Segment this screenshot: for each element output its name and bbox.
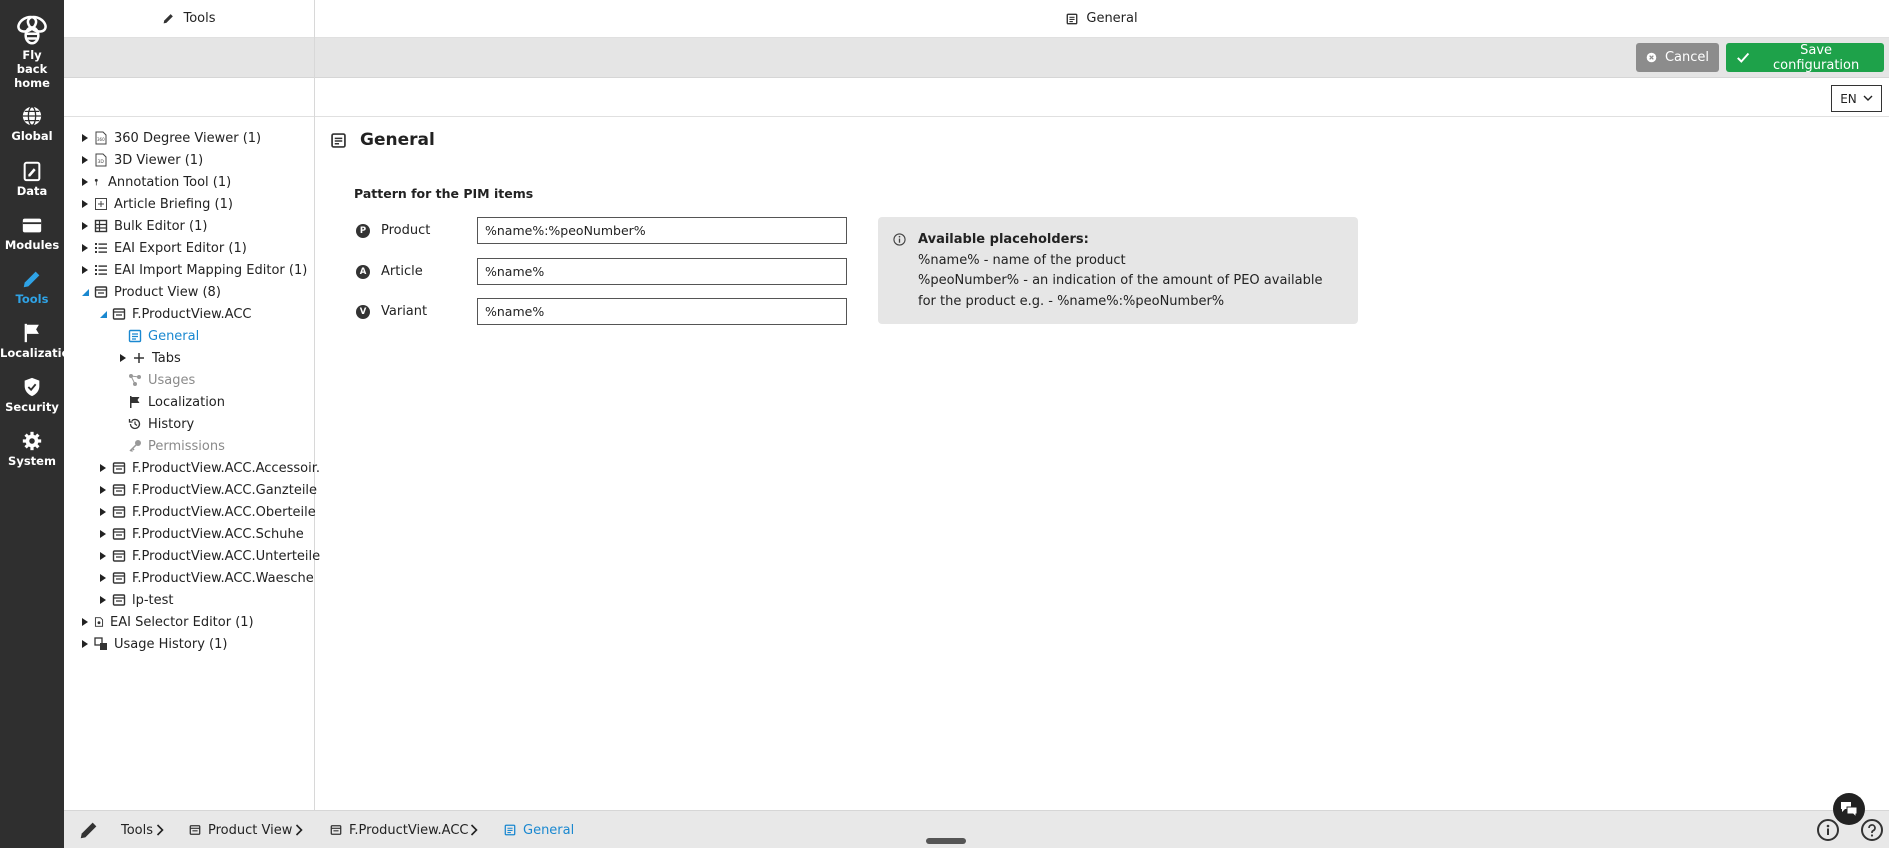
nav-global[interactable]: Global — [0, 105, 64, 143]
main-header-title: General — [1086, 11, 1138, 26]
field-row-product — [356, 217, 847, 244]
card-icon — [21, 214, 43, 236]
placeholders-info-box — [878, 217, 1358, 324]
breadcrumb-tools[interactable]: Tools — [78, 811, 153, 848]
usage-history-icon — [94, 637, 108, 651]
left-panel-header — [64, 0, 314, 38]
tree-item-f-productview-acc-unterteile[interactable]: F.ProductView.ACC.Unterteile — [98, 545, 320, 567]
nav-tools[interactable]: Tools — [0, 268, 64, 306]
field-label-product: Product — [381, 223, 431, 238]
tree-item-general[interactable]: General — [128, 325, 199, 347]
product-badge-icon: P — [356, 224, 370, 238]
chevron-right-icon — [295, 824, 303, 836]
product-view-icon — [330, 824, 342, 836]
main-nav-rail — [0, 0, 78, 848]
product-view-icon — [112, 461, 126, 475]
tree-item-f-productview-acc-waesche[interactable]: F.ProductView.ACC.Waesche — [98, 567, 314, 589]
history-icon — [128, 417, 142, 431]
breadcrumb-general[interactable]: General — [504, 811, 574, 848]
chat-button[interactable] — [1833, 793, 1865, 825]
tree-item-eai-selector-editor[interactable]: EAI Selector Editor (1) — [80, 611, 254, 633]
key-icon — [128, 439, 142, 453]
caret-right-icon[interactable] — [80, 155, 90, 165]
nav-fly-back-home[interactable]: Fly back home — [0, 10, 64, 90]
pencil-icon — [78, 819, 100, 841]
tree-item-bulk-editor[interactable]: Bulk Editor (1) — [80, 215, 207, 237]
info-icon — [1823, 824, 1833, 836]
caret-right-icon[interactable] — [80, 133, 90, 143]
chat-bubbles-icon — [1839, 800, 1859, 818]
field-row-variant — [356, 298, 847, 325]
product-view-icon — [112, 483, 126, 497]
tree-item-f-productview-acc[interactable]: F.ProductView.ACC — [98, 303, 252, 325]
caret-right-icon[interactable] — [98, 485, 108, 495]
general-icon — [1066, 13, 1078, 25]
product-view-icon — [112, 505, 126, 519]
tree-item-f-productview-acc-ganzteile[interactable]: F.ProductView.ACC.Ganzteile — [98, 479, 317, 501]
info-button[interactable] — [1817, 819, 1839, 841]
main-header — [315, 0, 1889, 38]
file-360-icon — [94, 131, 108, 145]
tree-item-history[interactable]: History — [128, 413, 194, 435]
tools-tree-panel — [64, 0, 321, 810]
info-line: %peoNumber% - an indication of the amount of PEO available — [918, 273, 1323, 288]
resize-drag-handle[interactable] — [926, 838, 966, 844]
tree-item-product-view[interactable]: Product View (8) — [80, 281, 221, 303]
clipboard-edit-icon — [21, 160, 43, 182]
product-view-icon — [112, 593, 126, 607]
nav-localization[interactable]: Localization — [0, 322, 64, 360]
chevron-right-icon — [156, 824, 164, 836]
plus-icon — [132, 351, 146, 365]
cancel-button[interactable]: Cancel — [1636, 43, 1719, 72]
tree-item-eai-export-editor[interactable]: EAI Export Editor (1) — [80, 237, 247, 259]
info-line: %name% - name of the product — [918, 252, 1126, 268]
language-select[interactable]: EN — [1831, 85, 1882, 112]
chevron-down-icon — [1863, 95, 1873, 102]
question-icon — [1867, 824, 1877, 837]
tree-item-eai-import-mapping-editor[interactable]: EAI Import Mapping Editor (1) — [80, 259, 307, 281]
article-pattern-input[interactable] — [477, 258, 847, 285]
caret-right-icon[interactable] — [80, 199, 90, 209]
info-icon — [893, 233, 906, 246]
nav-security[interactable]: Security — [0, 376, 64, 414]
help-button[interactable] — [1861, 819, 1883, 841]
tree-item-f-productview-acc-oberteile[interactable]: F.ProductView.ACC.Oberteile — [98, 501, 316, 523]
caret-right-icon[interactable] — [80, 243, 90, 253]
globe-icon — [21, 105, 43, 127]
tree-item-usages[interactable]: Usages — [128, 369, 195, 391]
breadcrumb-product-view[interactable]: Product View — [189, 811, 292, 848]
flag-icon — [21, 322, 43, 344]
nav-data[interactable]: Data — [0, 160, 64, 198]
tree-item-usage-history[interactable]: Usage History (1) — [80, 633, 227, 655]
product-pattern-input[interactable] — [477, 217, 847, 244]
list-icon — [94, 241, 108, 255]
caret-right-icon[interactable] — [98, 573, 108, 583]
main-content — [315, 0, 1889, 810]
section-title: General — [360, 130, 435, 150]
briefing-icon — [94, 197, 108, 211]
tree-item-localization[interactable]: Localization — [128, 391, 225, 413]
form-title: Pattern for the PIM items — [354, 186, 534, 201]
main-toolbar — [315, 38, 1889, 78]
variant-badge-icon: V — [356, 305, 370, 319]
pin-icon — [94, 175, 102, 189]
general-icon — [504, 824, 516, 836]
product-view-icon — [112, 307, 126, 321]
caret-right-icon[interactable] — [80, 265, 90, 275]
caret-right-icon[interactable] — [98, 507, 108, 517]
file-3d-icon — [94, 153, 108, 167]
svg-text:360: 360 — [97, 137, 105, 142]
left-panel-title: Tools — [183, 11, 216, 26]
product-view-icon — [112, 549, 126, 563]
general-icon — [331, 133, 346, 148]
share-nodes-icon — [128, 373, 142, 387]
left-panel-subbar — [64, 78, 314, 117]
chevron-right-icon — [470, 824, 478, 836]
caret-right-icon[interactable] — [98, 529, 108, 539]
general-icon — [128, 329, 142, 343]
gear-icon — [21, 430, 43, 452]
left-panel-toolbar — [64, 38, 314, 78]
tree-item-3d-viewer[interactable]: 3D 3D Viewer (1) — [80, 149, 203, 171]
product-view-icon — [112, 571, 126, 585]
grid-icon — [94, 219, 108, 233]
tree-item-annotation-tool[interactable]: Annotation Tool (1) — [80, 171, 231, 193]
tree-item-lp-test[interactable]: lp-test — [98, 589, 174, 611]
tree-item-360-degree-viewer[interactable]: 360 360 Degree Viewer (1) — [80, 127, 261, 149]
caret-right-icon[interactable] — [98, 463, 108, 473]
caret-right-icon[interactable] — [98, 551, 108, 561]
product-view-icon — [189, 824, 201, 836]
check-icon — [1736, 50, 1750, 65]
save-configuration-button[interactable]: Save configuration — [1726, 43, 1884, 72]
product-view-icon — [94, 285, 108, 299]
file-selector-icon — [94, 615, 104, 629]
breadcrumb-f-productview-acc[interactable]: F.ProductView.ACC — [330, 811, 469, 848]
nav-modules[interactable]: Modules — [0, 214, 64, 252]
svg-text:3D: 3D — [97, 160, 104, 165]
caret-right-icon[interactable] — [80, 221, 90, 231]
tree-item-f-productview-acc-accessoir[interactable]: F.ProductView.ACC.Accessoir. — [98, 457, 320, 479]
caret-down-icon[interactable] — [80, 287, 90, 297]
info-line: for the product e.g. - %name%:%peoNumber% — [918, 293, 1225, 309]
close-circle-icon — [1646, 50, 1657, 65]
pencil-icon — [162, 12, 175, 25]
pencil-icon — [21, 268, 43, 290]
bee-logo-icon — [13, 10, 51, 48]
caret-down-icon[interactable] — [98, 309, 108, 319]
field-label-variant: Variant — [381, 304, 428, 319]
nav-system[interactable]: System — [0, 430, 64, 468]
tree-item-f-productview-acc-schuhe[interactable]: F.ProductView.ACC.Schuhe — [98, 523, 304, 545]
caret-right-icon[interactable] — [80, 617, 90, 627]
shield-check-icon — [21, 376, 43, 398]
product-view-icon — [112, 527, 126, 541]
breadcrumb-bar — [64, 810, 1889, 848]
field-row-article — [356, 258, 847, 285]
caret-right-icon[interactable] — [80, 177, 90, 187]
field-label-article: Article — [381, 264, 423, 279]
tree-item-article-briefing[interactable]: Article Briefing (1) — [80, 193, 233, 215]
info-title: Available placeholders: — [918, 232, 1089, 247]
caret-right-icon[interactable] — [118, 353, 128, 363]
section-header — [331, 130, 435, 150]
main-subbar — [315, 78, 1889, 117]
caret-right-icon[interactable] — [98, 595, 108, 605]
article-badge-icon: A — [356, 265, 370, 279]
tree-item-tabs[interactable]: Tabs — [118, 347, 181, 369]
list-icon — [94, 263, 108, 277]
variant-pattern-input[interactable] — [477, 298, 847, 325]
tree-item-permissions[interactable]: Permissions — [128, 435, 225, 457]
caret-right-icon[interactable] — [80, 639, 90, 649]
flag-icon — [128, 395, 142, 409]
